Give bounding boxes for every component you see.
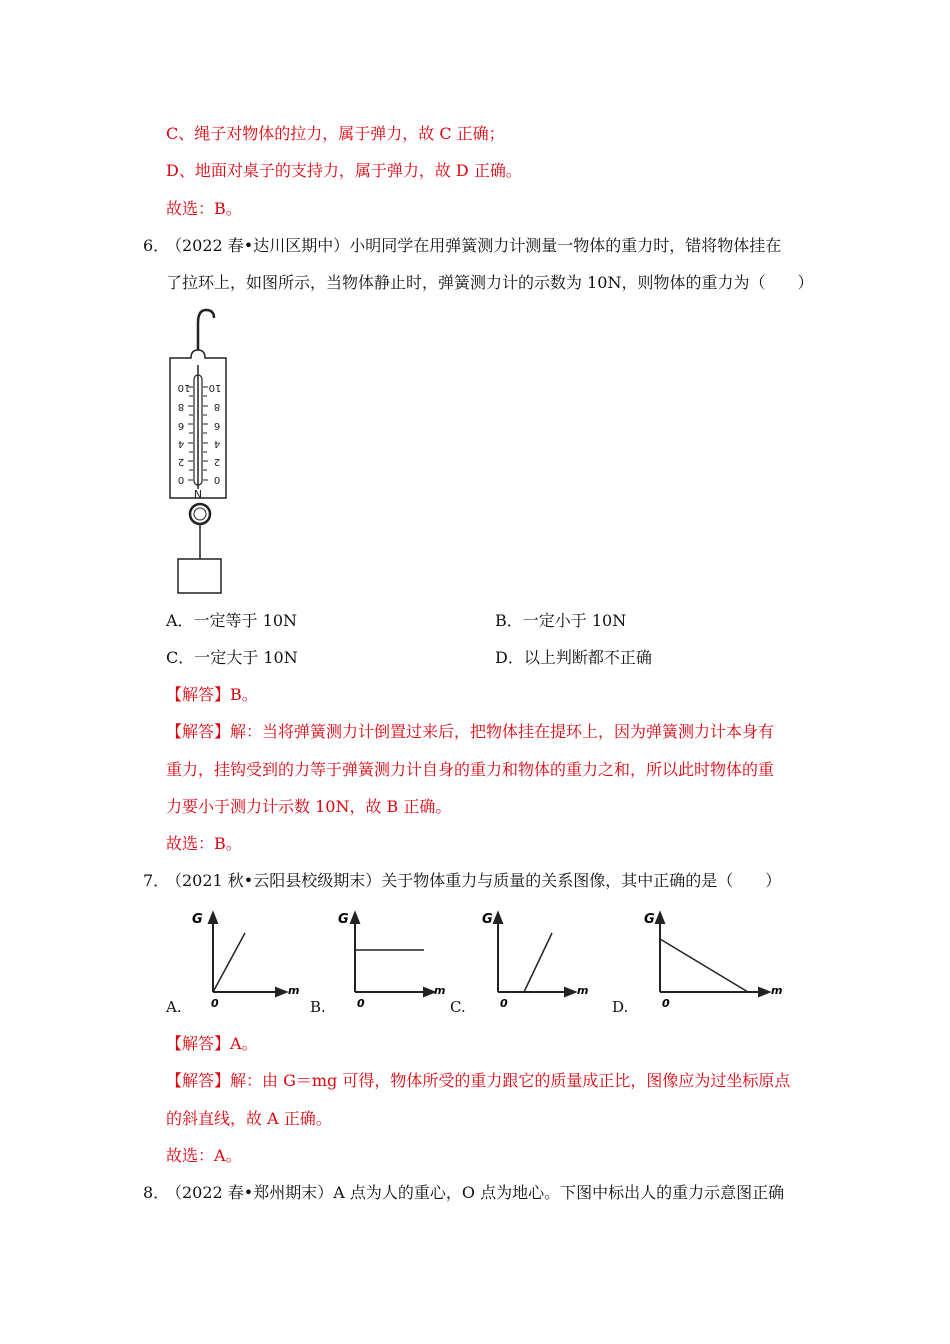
question-6-line-1: （2022 春•达川区期中）小明同学在用弹簧测力计测量一物体的重力时，错将物体挂在 <box>166 236 782 255</box>
scale-right-10: 10 <box>208 382 222 393</box>
question-6-line-2: 了拉环上，如图所示，当物体静止时，弹簧测力计的示数为 10N，则物体的重力为（ ） <box>166 273 814 292</box>
graph-b-x-label: m <box>434 984 446 997</box>
graph-c-y-label: G <box>482 912 493 927</box>
scale-left-4: 4 <box>177 438 185 449</box>
graph-d-x-label: m <box>771 984 783 997</box>
graph-a-origin: 0 <box>211 997 219 1010</box>
graph-c <box>473 905 588 1010</box>
scale-right-4: 4 <box>213 438 221 449</box>
option-d: D．以上判断都不正确 <box>495 648 652 667</box>
graph-a-y-label: G <box>192 912 203 927</box>
scale-left-10: 10 <box>177 382 191 393</box>
pull-ring <box>190 504 210 524</box>
scale-right-0: 0 <box>213 474 221 485</box>
scale-right-8: 8 <box>213 401 221 412</box>
scale-right-2: 2 <box>213 456 221 467</box>
scale-left-6: 6 <box>177 420 185 431</box>
hanging-object <box>178 559 221 593</box>
graph-a-label: A. <box>166 998 182 1016</box>
option-a: A．一定等于 10N <box>166 611 298 630</box>
graph-c-origin: 0 <box>500 997 508 1010</box>
q7-explain-2: 的斜直线，故 A 正确。 <box>166 1109 332 1128</box>
unit-label: N <box>193 488 203 501</box>
option-b: B．一定小于 10N <box>495 611 627 630</box>
graph-b-origin: 0 <box>357 997 365 1010</box>
question-8-line-1: （2022 春•郑州期末）A 点为人的重心，O 点为地心。下图中标出人的重力示意图正确 <box>166 1183 785 1202</box>
q6-explain-1: 解：当将弹簧测力计倒置过来后，把物体挂在提环上，因为弹簧测力计本身有 <box>230 722 775 741</box>
spring-scale-figure <box>160 305 250 597</box>
q7-choice: 故选：A。 <box>166 1146 242 1165</box>
scale-left-2: 2 <box>177 456 185 467</box>
question-8-number: 8． <box>143 1183 170 1202</box>
q6-explain-3: 力要小于测力计示数 10N，故 B 正确。 <box>166 797 452 816</box>
graph-d <box>638 905 788 1010</box>
q7-explain-tag: 【解答】 <box>166 1071 231 1090</box>
graph-a <box>185 905 300 1010</box>
q6-choice: 故选：B。 <box>166 834 242 853</box>
graph-b-y-label: G <box>338 912 349 927</box>
solution-choice: 故选：B。 <box>166 199 242 218</box>
q6-explain-2: 重力，挂钩受到的力等于弹簧测力计自身的重力和物体的重力之和，所以此时物体的重 <box>166 760 775 779</box>
graph-b <box>330 905 448 1010</box>
question-7-number: 7． <box>143 871 170 890</box>
question-6-number: 6． <box>143 236 170 255</box>
scale-left-0: 0 <box>177 474 185 485</box>
option-c: C．一定大于 10N <box>166 648 298 667</box>
graph-b-label: B. <box>310 998 326 1016</box>
q7-explain-1: 解：由 G＝mg 可得，物体所受的重力跟它的质量成正比，图像应为过坐标原点 <box>230 1071 791 1090</box>
question-7-line-1: （2021 秋•云阳县校级期末）关于物体重力与质量的关系图像，其中正确的是（ ） <box>166 871 782 890</box>
graph-d-label: D. <box>612 998 629 1016</box>
scale-right-6: 6 <box>213 420 221 431</box>
scale-left-8: 8 <box>177 401 185 412</box>
solution-line-c: C、绳子对物体的拉力，属于弹力，故 C 正确； <box>166 124 505 143</box>
q6-explain-tag: 【解答】 <box>166 722 231 741</box>
graph-c-x-label: m <box>577 984 588 997</box>
graph-d-y-label: G <box>644 912 655 927</box>
q6-answer: 【解答】B。 <box>166 685 258 704</box>
graph-d-origin: 0 <box>662 997 670 1010</box>
q7-answer: 【解答】A。 <box>166 1034 258 1053</box>
solution-line-d: D、地面对桌子的支持力，属于弹力，故 D 正确。 <box>166 161 522 180</box>
graph-c-label: C. <box>450 998 466 1016</box>
graph-a-x-label: m <box>288 984 300 997</box>
